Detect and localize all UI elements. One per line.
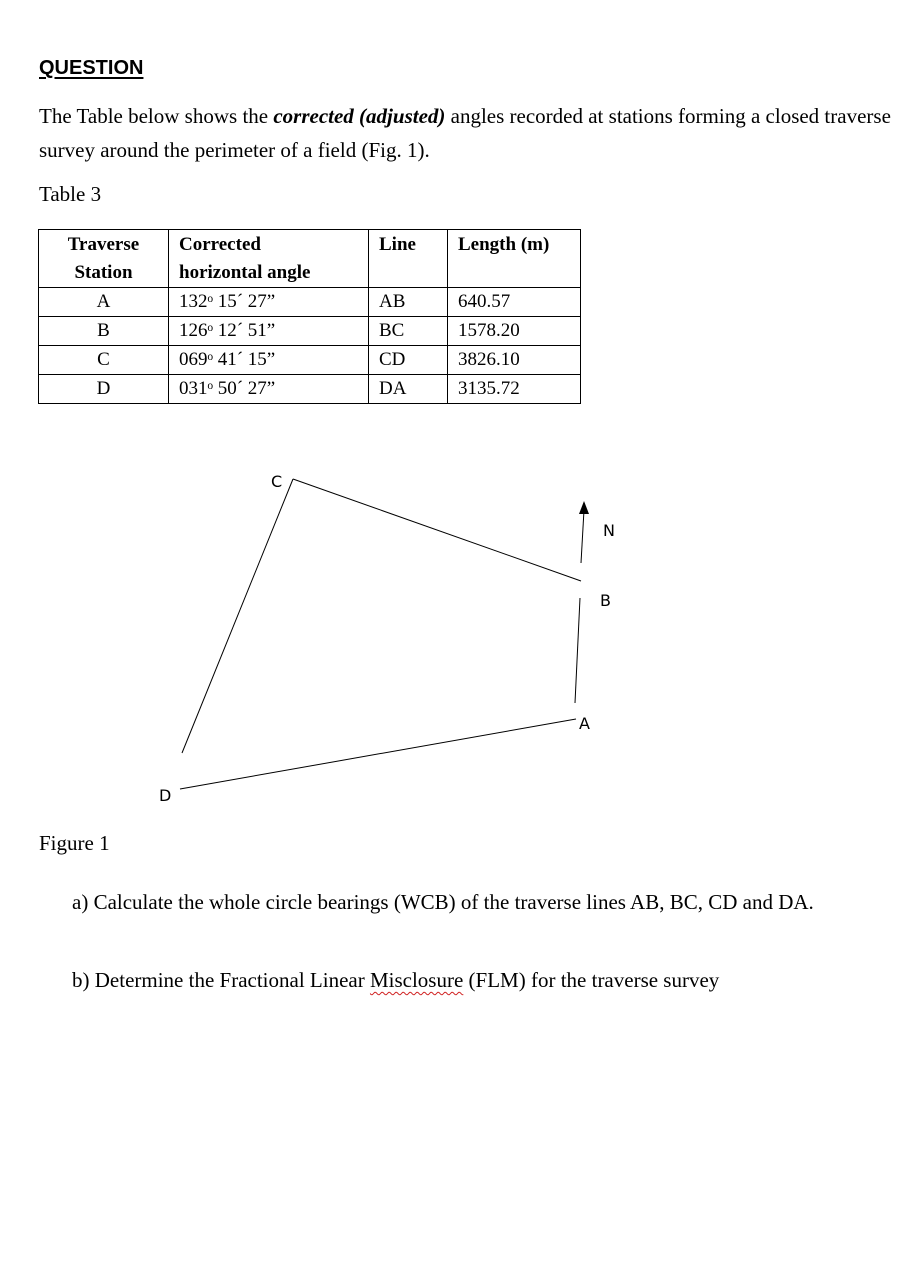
length-cell: 1578.20	[448, 317, 581, 346]
length-cell: 3135.72	[448, 375, 581, 404]
question-heading: QUESTION	[39, 57, 144, 79]
angle-cell: 031ᵒ 50ˊ 27”	[169, 375, 369, 404]
line-cell: DA	[369, 375, 448, 404]
label-c: C	[271, 472, 283, 491]
intro-text-end: angles recorded at stations forming a closed traverse survey around the perimeter of a field (Fig. 1).	[39, 104, 891, 162]
question-b	[72, 968, 719, 993]
line-ad	[180, 719, 576, 789]
intro-text-start: The Table below shows the	[39, 104, 274, 128]
label-b: B	[600, 591, 611, 610]
line-cell: AB	[369, 288, 448, 317]
length-cell: 3826.10	[448, 346, 581, 375]
station-cell: A	[39, 288, 169, 317]
question-a: a) Calculate the whole circle bearings (WCB) of the traverse lines AB, BC, CD and DA.	[72, 890, 814, 914]
angle-cell: 126ᵒ 12ˊ 51”	[169, 317, 369, 346]
figure-caption: Figure 1	[39, 831, 110, 855]
line-cell: CD	[369, 346, 448, 375]
north-arrow-shaft	[581, 510, 584, 563]
station-cell: D	[39, 375, 169, 404]
intro-emphasis: corrected (adjusted)	[273, 104, 446, 128]
angle-cell: 132ᵒ 15ˊ 27”	[169, 288, 369, 317]
line-cell: BC	[369, 317, 448, 346]
label-d: D	[159, 786, 172, 805]
question-b-end: (FLM) for the traverse survey	[463, 968, 720, 992]
header-traverse-station: Traverse Station	[39, 230, 169, 288]
header-line: Line	[369, 230, 448, 288]
header-corrected-angle: Corrected horizontal angle	[169, 230, 369, 288]
table-caption: Table 3	[39, 182, 102, 206]
station-cell: B	[39, 317, 169, 346]
station-cell: C	[39, 346, 169, 375]
angle-cell: 069ᵒ 41ˊ 15”	[169, 346, 369, 375]
north-arrow-icon	[579, 501, 589, 514]
length-cell: 640.57	[448, 288, 581, 317]
question-b-start: b) Determine the Fractional Linear	[72, 968, 370, 992]
header-length: Length (m)	[448, 230, 581, 288]
label-a: A	[579, 714, 590, 733]
spellcheck-flagged-word: Misclosure	[369, 968, 464, 992]
label-north: N	[603, 521, 615, 540]
line-ba	[575, 598, 580, 703]
line-cd	[182, 479, 293, 753]
line-cb	[293, 479, 581, 581]
